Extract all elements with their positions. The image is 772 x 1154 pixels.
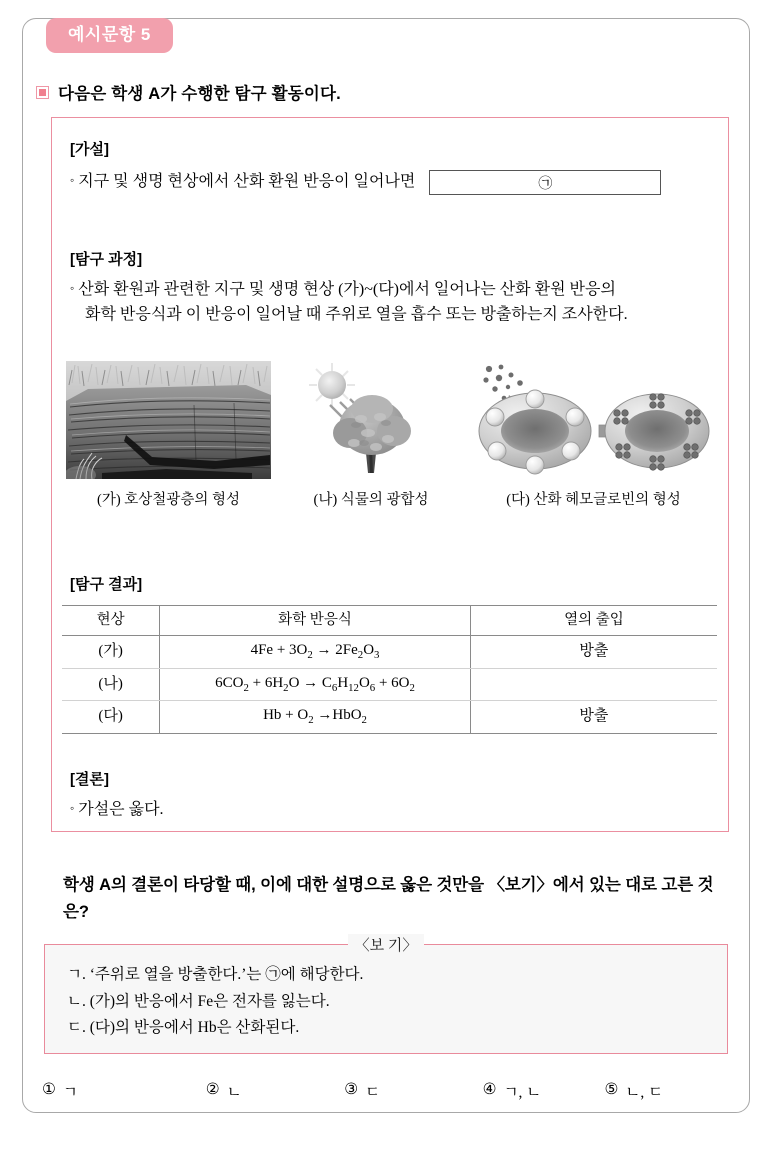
cell-heat [470,668,717,701]
choice-1-number: ① [42,1081,56,1098]
cell-equation: $6CO_2 + 6H_2O \to C_6H_{12}O_6 + 6O_2$ [160,668,471,701]
bogi-item-a: ㄱ. ‘주위로 열을 방출한다.’는 ㉠에 해당한다. [67,966,364,983]
figure-ga [66,361,271,509]
figure-da [471,361,716,509]
question-tab[interactable] [46,18,173,54]
bogi-rule-left [272,944,338,946]
conclusion-bullet: 가설은 옳다. [78,801,164,818]
cell-equation: $4Fe + 3O_2 \to 2Fe_2O_3$ [160,636,471,669]
figure-na-caption: (나) 식물의 광합성 [313,492,429,508]
sun-and-tree-illustration [306,361,436,479]
choice-3-text: ㄷ [365,1084,381,1101]
table-row [62,636,717,669]
cell-heat: 방출 [470,701,717,734]
choice-3[interactable] [344,1080,482,1102]
hypothesis-row [70,170,710,195]
header-equation: 화학 반응식 [160,606,471,636]
choice-5-number: ⑤ [604,1081,619,1098]
bogi-title [45,934,727,955]
bogi-rule-right [434,944,500,946]
table-header-row [62,606,717,636]
choice-5-text: ㄴ, ㄷ [625,1084,664,1101]
figure-na [306,361,436,509]
choice-4-number: ④ [482,1081,497,1098]
choice-2-text: ㄴ [226,1084,242,1101]
cell-equation: $Hb + O_2 \to HbO_2$ [160,701,471,734]
conclusion-label: [결론] [70,771,109,788]
prompt-line-2: 고른 것은? [63,876,714,921]
table-row [62,701,717,734]
tab-label: 예시문항 5 [46,18,173,53]
cell-phenomenon: (가) [62,636,160,669]
cell-phenomenon: (다) [62,701,160,734]
process-text: ◦ 산화 환원과 관련한 지구 및 생명 현상 (가)~(다)에서 일어나는 산화 환원 반응의 화학 반응식과 이 반응이 일어날 때 주위로 열을 흡수 또는 방출하는지 조사한다. [70,278,715,328]
hypothesis-label: [가설] [70,141,109,158]
stem-line [36,80,341,104]
bogi-item-list [67,962,363,1042]
figure-ga-caption: (가) 호상철광층의 형성 [97,492,240,508]
header-phenomenon: 현상 [62,606,160,636]
bogi-item-c: ㄷ. (다)의 반응에서 Hb은 산화된다. [67,1019,300,1037]
choice-5[interactable] [605,1080,702,1102]
choice-3-number: ③ [344,1081,359,1098]
bogi-item-b: ㄴ. (가)의 반응에서 Fe은 전자를 잃는다. [67,992,330,1010]
stem-text: 다음은 학생 A가 수행한 탐구 활동이다. [58,85,341,103]
process-label: [탐구 과정] [70,251,143,268]
red-blood-cell-oxygenation-illustration [471,361,716,479]
choice-4[interactable] [483,1080,605,1102]
choice-2[interactable] [206,1080,344,1102]
cell-heat: 방출 [470,636,717,669]
prompt-line-1: 학생 A의 결론이 타당할 때, 이에 대한 설명으로 옳은 것만을 〈보기〉에서 있는 대로 [63,876,657,894]
results-table [62,605,717,734]
bogi-box [44,938,728,1054]
conclusion-text: ◦ 가설은 옳다. [70,801,164,818]
banded-iron-formation-photo [66,361,271,479]
figure-da-caption: (다) 산화 헤모글로빈의 형성 [506,492,681,508]
figure-row [66,361,716,509]
square-bullet-icon [36,86,49,99]
question-prompt [63,872,733,925]
cell-phenomenon: (나) [62,668,160,701]
table-row [62,668,717,701]
blank-symbol: ㉠ [538,176,553,192]
blank-answer-box[interactable] [429,170,661,195]
answer-choices [42,1080,702,1102]
bogi-title-text: 〈보 기〉 [348,934,425,955]
results-label: [탐구 결과] [70,576,143,593]
choice-2-number: ② [205,1081,220,1098]
choice-1-text: ㄱ [62,1084,78,1101]
process-line-1: 산화 환원과 관련한 지구 및 생명 현상 (가)~(다)에서 일어나는 산화 환원 반응의 [78,281,616,298]
experiment-panel [51,117,729,832]
header-heat: 열의 출입 [470,606,717,636]
process-line-2: 화학 반응식과 이 반응이 일어날 때 주위로 열을 흡수 또는 방출하는지 조사한다. [85,305,628,323]
choice-1[interactable] [42,1080,206,1102]
hypothesis-text: 지구 및 생명 현상에서 산화 환원 반응이 일어나면 [78,173,416,191]
choice-4-text: ㄱ, ㄴ [503,1084,542,1101]
hypothesis-bullet: ◦ 지구 및 생명 현상에서 산화 환원 반응이 일어나면 [70,173,416,191]
